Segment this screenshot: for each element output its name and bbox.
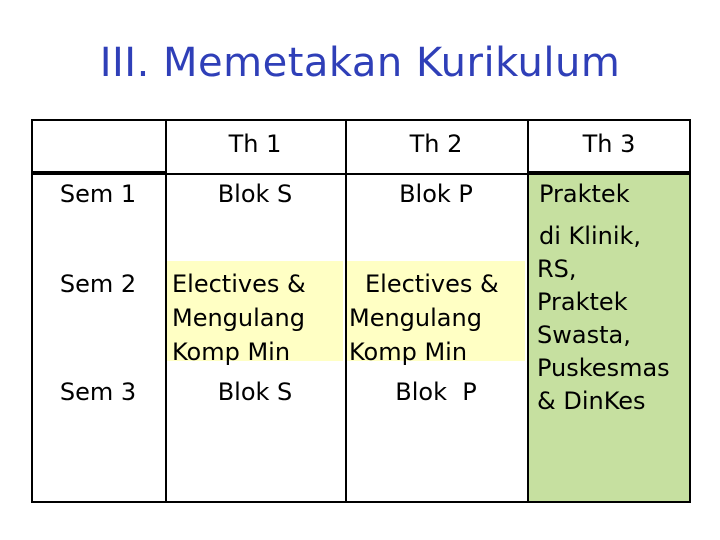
cell-sem1-th1: Blok S <box>217 180 293 208</box>
column-header-th3: Th 3 <box>582 130 636 158</box>
row-label-sem1: Sem 1 <box>59 180 137 208</box>
row-label-sem2: Sem 2 <box>59 270 137 298</box>
cell-th3-line7: & DinKes <box>537 387 646 415</box>
cell-sem3-th1: Blok S <box>217 378 293 406</box>
cell-sem2-th2-line1: Electives & <box>365 270 499 298</box>
row-label-sem3: Sem 3 <box>59 378 137 406</box>
header-empty-cell <box>31 119 165 173</box>
cell-th3-line5: Swasta, <box>537 321 631 349</box>
header-divider <box>31 173 691 175</box>
page-title: III. Memetakan Kurikulum <box>99 40 621 86</box>
cell-sem3-th2: Blok P <box>395 378 477 406</box>
cell-sem2-th2-line3: Komp Min <box>349 338 468 366</box>
column-header-th1: Th 1 <box>228 130 282 158</box>
cell-sem2-th1-line3: Komp Min <box>172 338 291 366</box>
cell-th3-line2: di Klinik, <box>539 222 642 250</box>
column-divider <box>527 119 529 503</box>
cell-th3-line3: RS, <box>537 255 577 283</box>
cell-th3-line4: Praktek <box>537 288 628 316</box>
curriculum-table <box>31 119 691 503</box>
cell-sem2-th1-line2: Mengulang <box>172 304 305 332</box>
cell-sem1-th2: Blok P <box>399 180 473 208</box>
column-divider <box>345 119 347 503</box>
cell-th3-line1: Praktek <box>539 180 630 208</box>
cell-th3-line6: Puskesmas <box>537 354 670 382</box>
cell-sem2-th1-line1: Electives & <box>172 270 306 298</box>
cell-sem2-th2-line2: Mengulang <box>349 304 482 332</box>
column-header-th2: Th 2 <box>409 130 463 158</box>
column-divider <box>165 119 167 503</box>
